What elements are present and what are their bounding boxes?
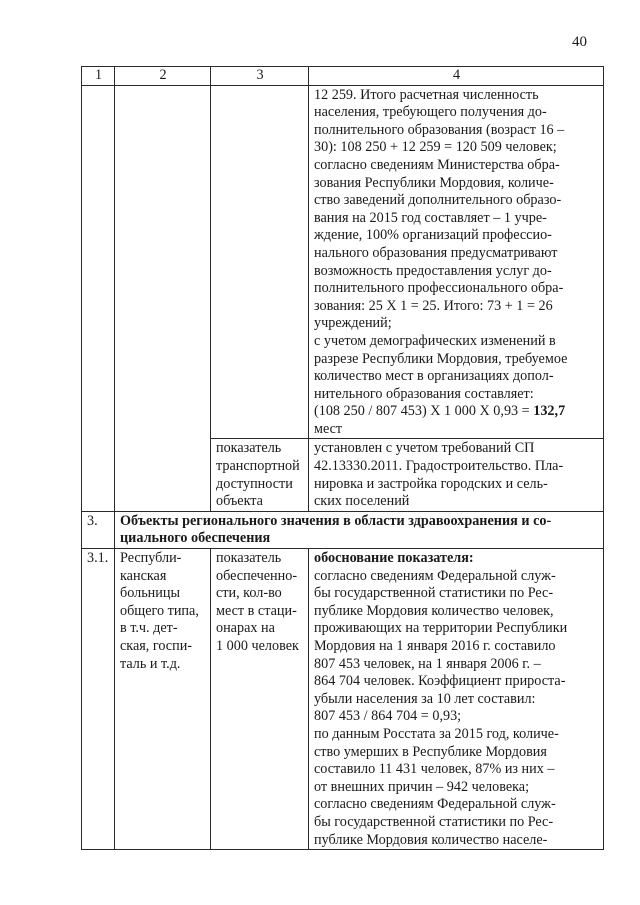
text-line: показатель [216,550,282,567]
text-line: вания на 2015 год составляет – 1 учре- [314,209,547,226]
text-line: доступности [216,475,293,492]
section-title [115,511,604,548]
text-line: ство умерших в Республике Мордовия [314,743,547,760]
document-table [81,66,604,850]
number-cell [82,85,115,511]
justification-cell [309,85,604,439]
text-line: количество мест в организациях допол- [314,368,554,385]
text-line: по данным Росстата за 2015 год, количе- [314,725,559,742]
text-line: 12 259. Итого расчетная численность [314,86,539,103]
text-line: 42.13330.2011. Градостроительство. Пла- [314,458,564,475]
formula-unit: мест [314,420,343,437]
indicator-cell [211,549,309,850]
text-line: составило 11 431 человек, 87% из них – [314,761,555,778]
formula-text: (108 250 / 807 453) Х 1 000 Х 0,93 = [314,403,534,420]
text-line: населения, требующего получения до- [314,104,547,121]
object-cell [115,549,211,850]
justification-cell [309,549,604,850]
text-line: ских поселений [314,493,410,510]
section-number: 3. [82,511,115,548]
table-row-3-1 [82,549,604,850]
text-line: транспортной [216,458,300,475]
title-line: циального обеспечения [120,530,271,547]
text-line: публике Мордовия количество человек, [314,602,554,619]
text-line: зования: 25 Х 1 = 25. Итого: 73 + 1 = 26 [314,297,553,314]
text-line: полнительного образования (возраст 16 – [314,121,565,138]
text-line: разрезе Республики Мордовия, требуемое [314,350,568,367]
text-line: проживающих на территории Республики [314,620,568,637]
text-line: 30): 108 250 + 12 259 = 120 509 человек; [314,139,557,156]
text-line: Республи- [120,550,182,567]
section-row [82,511,604,548]
text-line: таль и т.д. [120,655,181,672]
text-line: 1 000 человек [216,638,299,654]
text-line: ство заведений дополнительного образо- [314,192,562,209]
text-line: в т.ч. дет- [120,620,178,637]
text-line: нительного образования составляет: [314,385,534,402]
column-header: 1 [82,67,115,86]
text-line: 807 453 / 864 704 = 0,93; [314,708,462,725]
text-line: обеспеченно- [216,567,298,584]
table-row-continuation [82,85,604,439]
text-line: мест в стаци- [216,602,297,619]
text-line: публике Мордовия количество населе- [314,831,548,848]
text-line: согласно сведениям Федеральной служ- [314,796,556,813]
text-line: нального образования предусматривают [314,244,558,261]
text-line: возможность предоставления услуг до- [314,262,552,279]
column-header: 2 [115,67,211,86]
text-line: согласно сведениям Министерства обра- [314,156,560,173]
text-line: больницы [120,585,180,602]
text-line: сти, кол-во [216,585,282,602]
justification-cell [309,439,604,511]
page-number: 40 [572,34,587,50]
text-line: 864 704 человек. Коэффициент прироста- [314,673,566,690]
text-line: канская [120,567,167,584]
title-line: Объекты регионального значения в области здравоохранения и со- [120,512,552,529]
formula-line [314,403,599,421]
formula-result: 132,7 [533,403,566,420]
justification-heading: обоснование показателя: [314,550,474,567]
item-number: 3.1. [82,549,115,850]
column-header: 3 [211,67,309,86]
text-line: объекта [216,493,263,510]
text-line: ская, госпи- [120,638,193,654]
text-line: убыли населения за 10 лет составил: [314,690,536,707]
text-line: полнительного профессионального обра- [314,280,564,297]
text-line: ждение, 100% организаций профессио- [314,227,552,244]
text-line: показатель [216,440,282,457]
text-line: онарах на [216,620,275,637]
column-header: 4 [309,67,604,86]
indicator-cell [211,439,309,511]
text-line: зования Республики Мордовия, количе- [314,174,554,191]
text-line: бы государственной статистики по Рес- [314,585,554,602]
text-line: согласно сведениям Федеральной служ- [314,567,556,584]
text-line: общего типа, [120,602,199,619]
text-line: с учетом демографических изменений в [314,332,556,349]
text-line: 807 453 человек, на 1 января 2006 г. – [314,655,541,672]
text-line: бы государственной статистики по Рес- [314,813,554,830]
object-cell [115,85,211,511]
indicator-cell [211,85,309,439]
text-line: Мордовия на 1 января 2016 г. составило [314,638,556,654]
text-line: от внешних причин – 942 человека; [314,778,530,795]
table-header-row [82,67,604,86]
text-line: установлен с учетом требований СП [314,440,535,457]
text-line: учреждений; [314,315,392,332]
text-line: нировка и застройка городских и сель- [314,475,548,492]
